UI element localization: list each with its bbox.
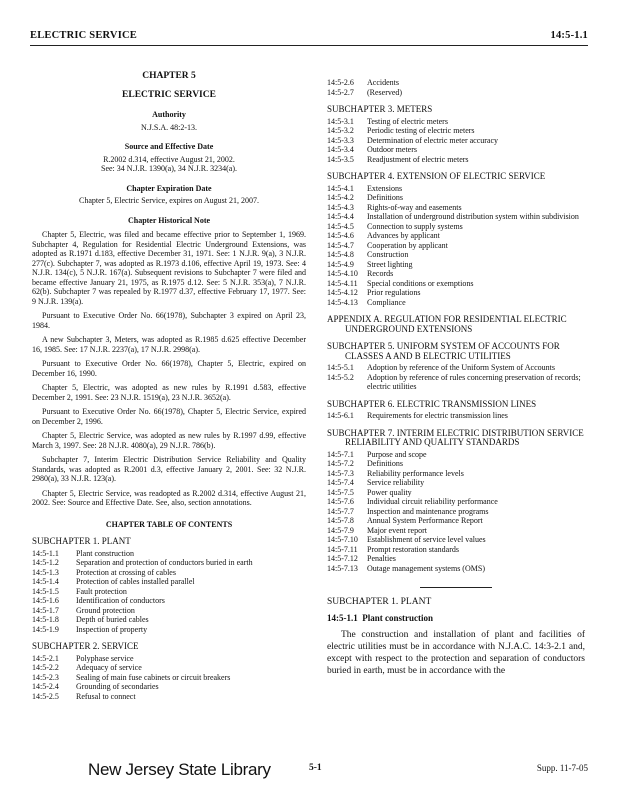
toc-entry-title: Fault protection bbox=[76, 586, 127, 596]
toc-entry-number: 14:5-7.3 bbox=[327, 468, 354, 478]
toc-entry-number: 14:5-4.2 bbox=[327, 193, 354, 202]
toc-entry-title: Adequacy of service bbox=[76, 663, 142, 672]
toc-entry-number: 14:5-1.3 bbox=[32, 567, 59, 577]
toc-entry bbox=[327, 497, 585, 507]
toc-entry-number: 14:5-4.9 bbox=[327, 259, 354, 269]
toc-entry-title: Readjustment of electric meters bbox=[367, 154, 469, 164]
toc-entry bbox=[327, 450, 585, 460]
toc-entry bbox=[327, 136, 585, 146]
header-title: ELECTRIC SERVICE bbox=[30, 30, 137, 41]
running-header bbox=[30, 30, 588, 44]
toc-entry-number: 14:5-2.1 bbox=[32, 653, 59, 663]
authority-text: N.J.S.A. 48:2-13. bbox=[140, 122, 197, 132]
toc-entry bbox=[327, 155, 585, 165]
toc-entry-number: 14:5-5.2 bbox=[327, 372, 354, 382]
toc-entry-title: Advances by applicant bbox=[367, 231, 440, 240]
toc-entry-title: Determination of electric meter accuracy bbox=[367, 135, 499, 145]
toc-entry-number: 14:5-6.1 bbox=[327, 411, 354, 420]
toc-entry-number: 14:5-2.3 bbox=[32, 672, 59, 682]
toc-entry-number: 14:5-7.13 bbox=[327, 563, 358, 573]
toc-entry bbox=[327, 88, 585, 98]
toc-entry-number: 14:5-2.6 bbox=[327, 78, 354, 87]
toc-entry-title: Construction bbox=[367, 250, 409, 259]
toc-entry bbox=[327, 288, 585, 298]
toc-entry-title: Establishment of service level values bbox=[367, 535, 486, 544]
left-column bbox=[32, 60, 306, 701]
toc-entry-number: 14:5-3.2 bbox=[327, 126, 354, 135]
section-title: Plant construction bbox=[362, 612, 433, 623]
toc-list bbox=[327, 78, 585, 97]
toc-entry-title: Connection to supply systems bbox=[367, 221, 463, 231]
history-paragraph: Pursuant to Executive Order No. 66(1978), Chapter 5, Electric Service, expired on December 2, 1996. bbox=[32, 407, 306, 426]
toc-list bbox=[32, 549, 306, 635]
toc-heading: CHAPTER TABLE OF CONTENTS bbox=[105, 519, 233, 529]
toc-entry-number: 14:5-3.3 bbox=[327, 135, 354, 145]
toc-list bbox=[327, 117, 585, 165]
toc-entry-number: 14:5-3.4 bbox=[327, 145, 354, 154]
toc-subchapter-heading: SUBCHAPTER 7. INTERIM ELECTRIC DISTRIBUTION SERVICE RELIABILITY AND QUALITY STANDARDS bbox=[327, 427, 584, 447]
toc-entry-title: Rights-of-way and easements bbox=[367, 202, 462, 212]
toc-entry-title: Definitions bbox=[367, 193, 403, 202]
toc-entry-title: Service reliability bbox=[367, 478, 425, 487]
toc-entry bbox=[32, 692, 306, 702]
toc-entry bbox=[32, 654, 306, 664]
supplement-date: Supp. 11-7-05 bbox=[536, 763, 588, 773]
toc-entry-title: Power quality bbox=[367, 487, 412, 497]
toc-entry bbox=[32, 587, 306, 597]
toc-entry bbox=[327, 526, 585, 536]
toc-entry bbox=[327, 184, 585, 194]
toc-entry-title: Definitions bbox=[367, 459, 403, 468]
toc-entry-number: 14:5-2.4 bbox=[32, 682, 59, 691]
toc-entry-number: 14:5-7.11 bbox=[327, 544, 358, 554]
chapter-number: CHAPTER 5 bbox=[142, 71, 196, 81]
toc-entry bbox=[327, 545, 585, 555]
toc-entry-title: Inspection of property bbox=[76, 624, 148, 634]
toc-entry-number: 14:5-3.5 bbox=[327, 154, 354, 164]
toc-entry-number: 14:5-4.6 bbox=[327, 231, 354, 240]
toc-list bbox=[327, 450, 585, 574]
toc-entry-number: 14:5-7.12 bbox=[327, 554, 358, 563]
toc-entry-title: Grounding of secondaries bbox=[76, 682, 159, 691]
toc-entry-title: Adoption by reference of the Uniform System of Accounts bbox=[367, 363, 555, 372]
toc-entry-title: Requirements for electric transmission lines bbox=[367, 411, 508, 420]
history-paragraph: Subchapter 7, Interim Electric Distribution Service Reliability and Quality Standards, was adopted as R.2001 d.3, effective January 2, 2001. See: 32 N.J.R. 2980(a), 33 N.J.R. 123(a). bbox=[32, 455, 306, 483]
toc-entry-title: Compliance bbox=[367, 297, 406, 307]
toc-entry-number: 14:5-4.8 bbox=[327, 250, 354, 259]
toc-entry-title: Polyphase service bbox=[76, 653, 134, 663]
expiration-text: Chapter 5, Electric Service, expires on August 21, 2007. bbox=[79, 196, 259, 205]
expiration-heading: Chapter Expiration Date bbox=[126, 183, 212, 193]
toc-entry bbox=[32, 682, 306, 692]
toc-entry bbox=[32, 663, 306, 673]
toc-entry bbox=[327, 516, 585, 526]
toc-entry bbox=[327, 564, 585, 574]
toc-entry-title: Accidents bbox=[367, 78, 399, 87]
toc-entry-number: 14:5-4.1 bbox=[327, 183, 354, 193]
toc-entry-title: Penalties bbox=[367, 554, 396, 563]
history-paragraph: A new Subchapter 3, Meters, was adopted as R.1985 d.625 effective December 16, 1985. See: 17 N.J.R. 2237(a), 17 N.J.R. 2998(a). bbox=[32, 335, 306, 354]
toc-entry-number: 14:5-4.10 bbox=[327, 269, 358, 278]
toc-entry bbox=[327, 193, 585, 203]
toc-entry-title: Adoption by reference of rules concerning preservation of records; electric utilities bbox=[367, 372, 581, 391]
source-heading: Source and Effective Date bbox=[124, 142, 214, 151]
toc-entry bbox=[327, 250, 585, 260]
toc-entry-title: Annual System Performance Report bbox=[367, 516, 483, 525]
toc-entry-title: Protection at crossing of cables bbox=[76, 567, 176, 577]
toc-entry-number: 14:5-4.11 bbox=[327, 278, 358, 288]
toc-entry-title: Special conditions or exemptions bbox=[367, 278, 474, 288]
toc-entry bbox=[32, 568, 306, 578]
toc-entry-title: Identification of conductors bbox=[76, 596, 165, 605]
toc-entry-number: 14:5-7.8 bbox=[327, 516, 354, 525]
toc-entry bbox=[327, 554, 585, 564]
library-stamp: New Jersey State Library bbox=[88, 760, 271, 779]
toc-subchapter-heading: SUBCHAPTER 5. UNIFORM SYSTEM OF ACCOUNTS FOR CLASSES A AND B ELECTRIC UTILITIES bbox=[327, 341, 560, 361]
toc-entry bbox=[327, 535, 585, 545]
toc-entry bbox=[327, 117, 585, 127]
source-text: R.2002 d.314, effective August 21, 2002. See: 34 N.J.R. 1390(a), 34 N.J.R. 3234(a). bbox=[101, 154, 237, 173]
toc-entry bbox=[32, 606, 306, 616]
toc-list bbox=[32, 654, 306, 702]
toc-entry bbox=[327, 145, 585, 155]
toc-entry bbox=[327, 469, 585, 479]
toc-subchapter-heading: SUBCHAPTER 1. PLANT bbox=[32, 536, 131, 546]
toc-entry bbox=[327, 507, 585, 517]
toc-list bbox=[327, 363, 585, 392]
toc-entry bbox=[327, 298, 585, 308]
toc-entry bbox=[327, 478, 585, 488]
chapter-title: ELECTRIC SERVICE bbox=[122, 89, 216, 100]
page-footer bbox=[30, 760, 588, 784]
toc-entry bbox=[32, 615, 306, 625]
toc-entry bbox=[327, 411, 585, 421]
toc-entry-number: 14:5-4.13 bbox=[327, 297, 358, 307]
toc-subchapter-heading: SUBCHAPTER 3. METERS bbox=[327, 104, 433, 114]
toc-entry-title: Separation and protection of conductors buried in earth bbox=[76, 558, 253, 567]
toc-entry-title: Reliability performance levels bbox=[367, 468, 464, 478]
toc-entry bbox=[32, 625, 306, 635]
toc-entry bbox=[327, 373, 585, 392]
toc-entry-number: 14:5-1.8 bbox=[32, 615, 59, 624]
toc-entry-title: (Reserved) bbox=[367, 87, 403, 97]
toc-entry-number: 14:5-1.6 bbox=[32, 596, 59, 605]
header-rule bbox=[30, 45, 588, 46]
page-number: 5-1 bbox=[309, 763, 322, 773]
toc-entry-number: 14:5-1.1 bbox=[32, 548, 59, 558]
toc-entry-title: Prior regulations bbox=[367, 288, 421, 297]
toc-entry-number: 14:5-7.6 bbox=[327, 497, 354, 506]
toc-entry-title: Periodic testing of electric meters bbox=[367, 126, 475, 135]
toc-entry-title: Outage management systems (OMS) bbox=[367, 563, 485, 573]
toc-entry-title: Street lighting bbox=[367, 259, 413, 269]
toc-entry bbox=[327, 488, 585, 498]
toc-entry bbox=[327, 126, 585, 136]
history-heading: Chapter Historical Note bbox=[127, 215, 211, 225]
toc-entry-number: 14:5-7.4 bbox=[327, 478, 354, 487]
toc-entry-number: 14:5-4.4 bbox=[327, 212, 354, 221]
toc-entry bbox=[32, 558, 306, 568]
toc-entry bbox=[327, 241, 585, 251]
history-paragraph: Chapter 5, Electric Service, was readopted as R.2002 d.314, effective August 21, 2002. See: Source and Effective Date. See, also, section annotations. bbox=[32, 488, 306, 507]
toc-entry-title: Individual circuit reliability performance bbox=[367, 497, 498, 506]
toc-entry-title: Testing of electric meters bbox=[367, 116, 448, 126]
toc-entry bbox=[327, 279, 585, 289]
toc-entry-title: Depth of buried cables bbox=[76, 615, 149, 624]
section-heading bbox=[327, 614, 585, 624]
toc-entry bbox=[327, 222, 585, 232]
body-subchapter-heading: SUBCHAPTER 1. PLANT bbox=[327, 597, 432, 607]
toc-entry-title: Extensions bbox=[367, 183, 403, 193]
toc-entry-number: 14:5-4.3 bbox=[327, 202, 354, 212]
history-paragraph: Pursuant to Executive Order No. 66(1978), Subchapter 3 expired on April 23, 1984. bbox=[32, 311, 306, 330]
toc-entry-number: 14:5-7.5 bbox=[327, 487, 354, 497]
toc-entry-number: 14:5-7.1 bbox=[327, 449, 354, 459]
toc-entry-title: Purpose and scope bbox=[367, 449, 427, 459]
toc-entry-number: 14:5-1.2 bbox=[32, 558, 59, 567]
toc-entry bbox=[327, 363, 585, 373]
toc-entry bbox=[32, 596, 306, 606]
toc-entry-title: Prompt restoration standards bbox=[367, 544, 459, 554]
toc-entry-title: Protection of cables installed parallel bbox=[76, 577, 195, 586]
toc-entry bbox=[32, 673, 306, 683]
toc-entry bbox=[327, 231, 585, 241]
toc-entry-number: 14:5-2.7 bbox=[327, 87, 354, 97]
toc-entry-title: Installation of underground distribution system within subdivision bbox=[367, 212, 579, 221]
toc-entry-number: 14:5-4.12 bbox=[327, 288, 358, 297]
toc-entry-number: 14:5-2.5 bbox=[32, 691, 59, 701]
toc-entry bbox=[327, 212, 585, 222]
toc-list bbox=[327, 184, 585, 308]
body-paragraph: The construction and installation of plant and facilities of electric utilities must be in accordance with N.J.A.C. 14:3-2.1 and, except with respect to the protection and separation of conductors buried in earth, must be in accordance with the bbox=[327, 630, 585, 676]
toc-list bbox=[327, 411, 585, 421]
toc-entry-number: 14:5-7.2 bbox=[327, 459, 354, 468]
toc-subchapter-heading: SUBCHAPTER 6. ELECTRIC TRANSMISSION LINES bbox=[327, 398, 537, 409]
toc-entry bbox=[327, 260, 585, 270]
toc-entry-number: 14:5-4.5 bbox=[327, 221, 354, 231]
toc-entry-number: 14:5-7.10 bbox=[327, 535, 358, 544]
toc-entry-title: Outdoor meters bbox=[367, 145, 417, 154]
section-divider bbox=[420, 587, 492, 588]
toc-entry-number: 14:5-1.4 bbox=[32, 577, 59, 586]
toc-entry-number: 14:5-1.5 bbox=[32, 586, 59, 596]
toc-entry bbox=[327, 459, 585, 469]
toc-appendix-heading: APPENDIX A. REGULATION FOR RESIDENTIAL ELECTRIC UNDERGROUND EXTENSIONS bbox=[327, 314, 567, 334]
toc-entry-title: Inspection and maintenance programs bbox=[367, 506, 489, 516]
history-paragraph: Chapter 5, Electric Service, was adopted as new rules by R.1997 d.99, effective March 3, 1997. See: 28 N.J.R. 4080(a), 29 N.J.R. 786(b). bbox=[32, 431, 306, 450]
history-paragraph: Chapter 5, Electric, was adopted as new rules by R.1991 d.583, effective December 2, 1991. See: 23 N.J.R. 1519(a), 23 N.J.R. 3652(a). bbox=[32, 383, 306, 402]
history-paragraph: Pursuant to Executive Order No. 66(1978), Chapter 5, Electric, expired on December 16, 1990. bbox=[32, 359, 306, 378]
toc-entry-number: 14:5-2.2 bbox=[32, 663, 59, 672]
toc-entry-number: 14:5-1.7 bbox=[32, 605, 59, 615]
toc-entry-number: 14:5-3.1 bbox=[327, 116, 354, 126]
toc-entry-number: 14:5-1.9 bbox=[32, 624, 59, 634]
toc-entry bbox=[327, 203, 585, 213]
right-column bbox=[327, 60, 585, 677]
toc-entry-number: 14:5-7.9 bbox=[327, 525, 354, 535]
toc-entry-title: Sealing of main fuse cabinets or circuit breakers bbox=[76, 672, 231, 682]
toc-subchapter-heading: SUBCHAPTER 4. EXTENSION OF ELECTRIC SERVICE bbox=[327, 171, 546, 181]
section-number: 14:5-1.1 bbox=[327, 612, 358, 623]
toc-entry bbox=[327, 269, 585, 279]
history-paragraph: Chapter 5, Electric, was filed and became effective prior to September 1, 1969. Subchapter 4, Regulation for Residential Electric Underground Extensions, was adopted as R.1971 d.183, effective December 31, 1971. See: 1 N.J.R. 9(a), 3 N.J.R. 277(c). Subchapter 7, was adopted as R.1973 d.106, effective April 19, 1973. See: 4 N.J.R. 134(c), 5 N.J.R. 167(a). Subsequent revisions to Subchapter 7 were filed and became effective January 21, 1975, as R.1975 d.12. See: 5 N.J.R. 353(a), 7 N.J.R. 62(b). Subchapter 7 was repealed by R.1977 d.37, effective February 17, 1977. See: 9 N.J.R. 139(a). bbox=[32, 230, 306, 306]
toc-entry-title: Cooperation by applicant bbox=[367, 240, 448, 250]
toc-entry-title: Refusal to connect bbox=[76, 691, 136, 701]
toc-entry bbox=[327, 78, 585, 88]
toc-entry-title: Ground protection bbox=[76, 605, 135, 615]
toc-entry-number: 14:5-4.7 bbox=[327, 240, 354, 250]
toc-entry bbox=[32, 577, 306, 587]
toc-entry-number: 14:5-5.1 bbox=[327, 363, 354, 372]
toc-entry-title: Records bbox=[367, 269, 394, 278]
toc-entry-number: 14:5-7.7 bbox=[327, 506, 354, 516]
toc-entry-title: Plant construction bbox=[76, 548, 134, 558]
toc-subchapter-heading: SUBCHAPTER 2. SERVICE bbox=[32, 641, 139, 651]
authority-heading: Authority bbox=[152, 110, 186, 119]
toc-entry bbox=[32, 549, 306, 559]
toc-entry-title: Major event report bbox=[367, 525, 427, 535]
header-section: 14:5-1.1 bbox=[550, 30, 588, 41]
